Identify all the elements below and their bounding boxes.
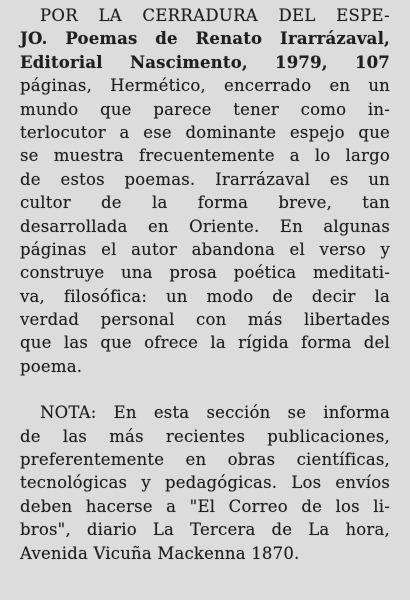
review-line-2: JO. Poemas de Renato Irarrázaval, <box>20 29 390 49</box>
review-line-15: que las que ofrece la rígida forma del <box>20 333 390 353</box>
review-line-4: páginas, Hermético, encerrado en un <box>20 76 390 96</box>
note-line-2: de las más recientes publicaciones, <box>20 426 390 446</box>
review-line-6: terlocutor a ese dominante espejo que <box>20 122 390 142</box>
review-line-1: POR LA CERRADURA DEL ESPE- <box>40 6 390 25</box>
book-review-paragraph <box>20 4 390 378</box>
note-line-5: deben hacerse a "El Correo de los li- <box>20 496 390 516</box>
review-line-10: desarrollada en Oriente. En algunas <box>20 216 390 236</box>
review-line-8: de estos poemas. Irarrázaval es un <box>20 169 390 189</box>
review-line-12: construye una prosa poética meditati- <box>20 263 390 283</box>
note-line-4: tecnológicas y pedagógicas. Los envíos <box>20 473 390 493</box>
review-line-3: Editorial Nascimento, 1979, 107 <box>20 52 390 72</box>
note-line-6: bros", diario La Tercera de La hora, <box>20 520 390 540</box>
review-line-7: se muestra frecuentemente a lo largo <box>20 146 390 166</box>
note-paragraph <box>20 401 390 565</box>
review-line-14: verdad personal con más libertades <box>20 310 390 330</box>
paragraph-gap <box>20 378 390 401</box>
review-line-13: va, filosófica: un modo de decir la <box>20 286 390 306</box>
note-line-3: preferentemente en obras científicas, <box>20 450 390 470</box>
note-line-1: NOTA: En esta sección se informa <box>40 403 390 423</box>
note-line-7: Avenida Vicuña Mackenna 1870. <box>20 543 300 563</box>
review-line-16: poema. <box>20 356 83 376</box>
review-line-9: cultor de la forma breve, tan <box>20 193 390 213</box>
review-line-5: mundo que parece tener como in- <box>20 99 390 119</box>
review-line-11: páginas el autor abandona el verso y <box>20 239 390 259</box>
